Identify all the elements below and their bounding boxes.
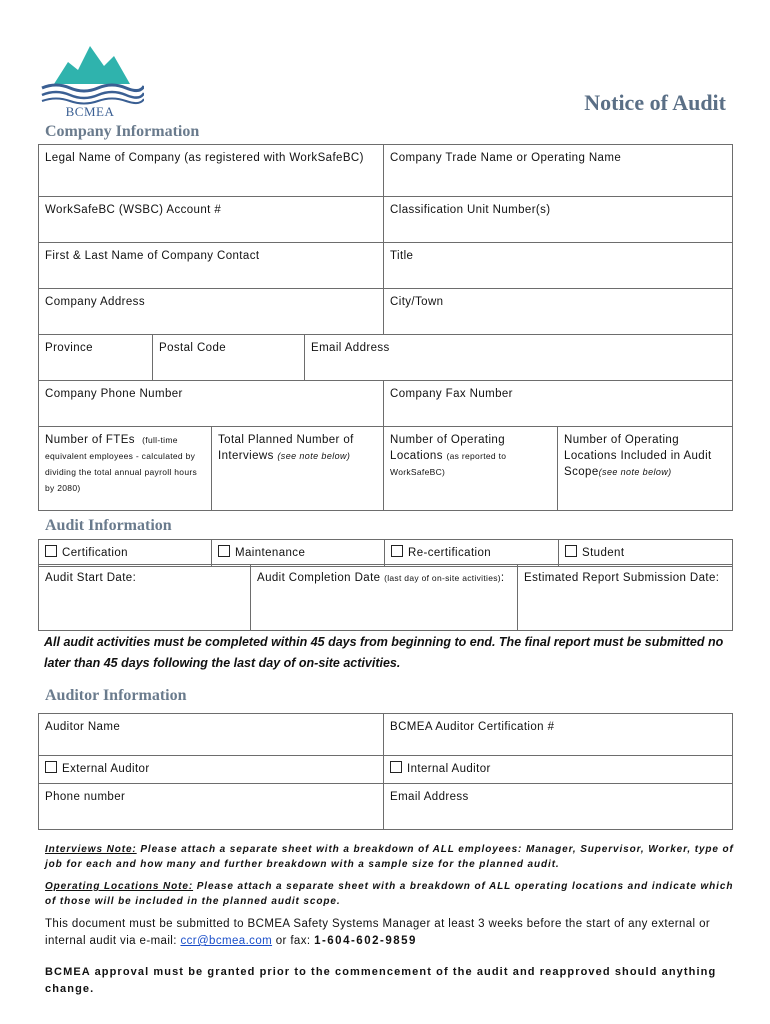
auditor-cert-field[interactable]: BCMEA Auditor Certification # <box>384 714 733 756</box>
interviews-note: Interviews Note: Please attach a separate sheet with a breakdown of ALL employees: Manager, Supervisor, Worker, type of job for each and how many and further breakdown with a sample size for the planned audit. <box>45 844 734 870</box>
audit-dates-table <box>38 564 733 631</box>
locations-field[interactable]: Number of Operating Locations (as reported to WorkSafeBC) <box>384 427 558 511</box>
auditor-table <box>38 713 733 830</box>
submission-instructions: This document must be submitted to BCMEA Safety Systems Manager at least 3 weeks before the start of any external or internal audit via e-mail: ccr@bcmea.com or fax: 1-604-602-9859 <box>45 918 711 947</box>
notes-section <box>45 842 735 909</box>
internal-auditor-option[interactable]: Internal Auditor <box>384 756 733 784</box>
checkbox-icon[interactable] <box>390 761 402 773</box>
fax-field[interactable]: Company Fax Number <box>384 381 733 427</box>
audit-deadline-warning: All audit activities must be completed within 45 days from beginning to end. The final report must be submitted no later than 45 days following the last day of on-site activities. <box>44 635 724 670</box>
audit-completion-date-field[interactable]: Audit Completion Date (last day of on-site activities): <box>251 565 518 631</box>
maintenance-option[interactable]: Maintenance <box>212 540 385 567</box>
wsbc-account-field[interactable]: WorkSafeBC (WSBC) Account # <box>39 197 384 243</box>
approval-notice: BCMEA approval must be granted prior to the commencement of the audit and reapproved should anything change. <box>45 966 717 995</box>
phone-field[interactable]: Company Phone Number <box>39 381 384 427</box>
recertification-option[interactable]: Re-certification <box>385 540 559 567</box>
locations-included-field[interactable]: Number of Operating Locations Included in Audit Scope(see note below) <box>558 427 733 511</box>
certification-option[interactable]: Certification <box>39 540 212 567</box>
classification-field[interactable]: Classification Unit Number(s) <box>384 197 733 243</box>
mountain-logo-icon <box>40 44 144 106</box>
auditor-phone-field[interactable]: Phone number <box>39 784 384 830</box>
audit-info-heading: Audit Information <box>45 517 172 534</box>
ftes-field[interactable]: Number of FTEs (full-time equivalent employees - calculated by dividing the total annual payroll hours by 2080) <box>39 427 212 511</box>
audit-type-table <box>38 539 733 567</box>
page-title: Notice of Audit <box>584 90 726 115</box>
contact-name-field[interactable]: First & Last Name of Company Contact <box>39 243 384 289</box>
email-field[interactable]: Email Address <box>305 335 733 381</box>
logo-text: BCMEA <box>65 104 115 119</box>
postal-code-field[interactable]: Postal Code <box>153 335 305 381</box>
auditor-name-field[interactable]: Auditor Name <box>39 714 384 756</box>
legal-name-field[interactable]: Legal Name of Company (as registered with WorkSafeBC) <box>39 145 384 197</box>
company-info-table <box>38 144 733 511</box>
student-option[interactable]: Student <box>559 540 733 567</box>
interviews-field[interactable]: Total Planned Number of Interviews (see note below) <box>212 427 384 511</box>
checkbox-icon[interactable] <box>45 545 57 557</box>
province-field[interactable]: Province <box>39 335 153 381</box>
external-auditor-option[interactable]: External Auditor <box>39 756 384 784</box>
bcmea-logo <box>40 44 144 122</box>
audit-start-date-field[interactable]: Audit Start Date: <box>39 565 251 631</box>
city-field[interactable]: City/Town <box>384 289 733 335</box>
checkbox-icon[interactable] <box>391 545 403 557</box>
company-info-heading: Company Information <box>45 123 200 140</box>
checkbox-icon[interactable] <box>218 545 230 557</box>
email-link[interactable]: ccr@bcmea.com <box>180 935 273 947</box>
checkbox-icon[interactable] <box>45 761 57 773</box>
checkbox-icon[interactable] <box>565 545 577 557</box>
auditor-email-field[interactable]: Email Address <box>384 784 733 830</box>
trade-name-field[interactable]: Company Trade Name or Operating Name <box>384 145 733 197</box>
auditor-info-heading: Auditor Information <box>45 687 187 704</box>
locations-note: Operating Locations Note: Please attach a separate sheet with a breakdown of ALL operating locations and indicate which of those will be included in the planned audit scope. <box>45 881 734 907</box>
report-submission-date-field[interactable]: Estimated Report Submission Date: <box>518 565 733 631</box>
address-field[interactable]: Company Address <box>39 289 384 335</box>
title-field[interactable]: Title <box>384 243 733 289</box>
